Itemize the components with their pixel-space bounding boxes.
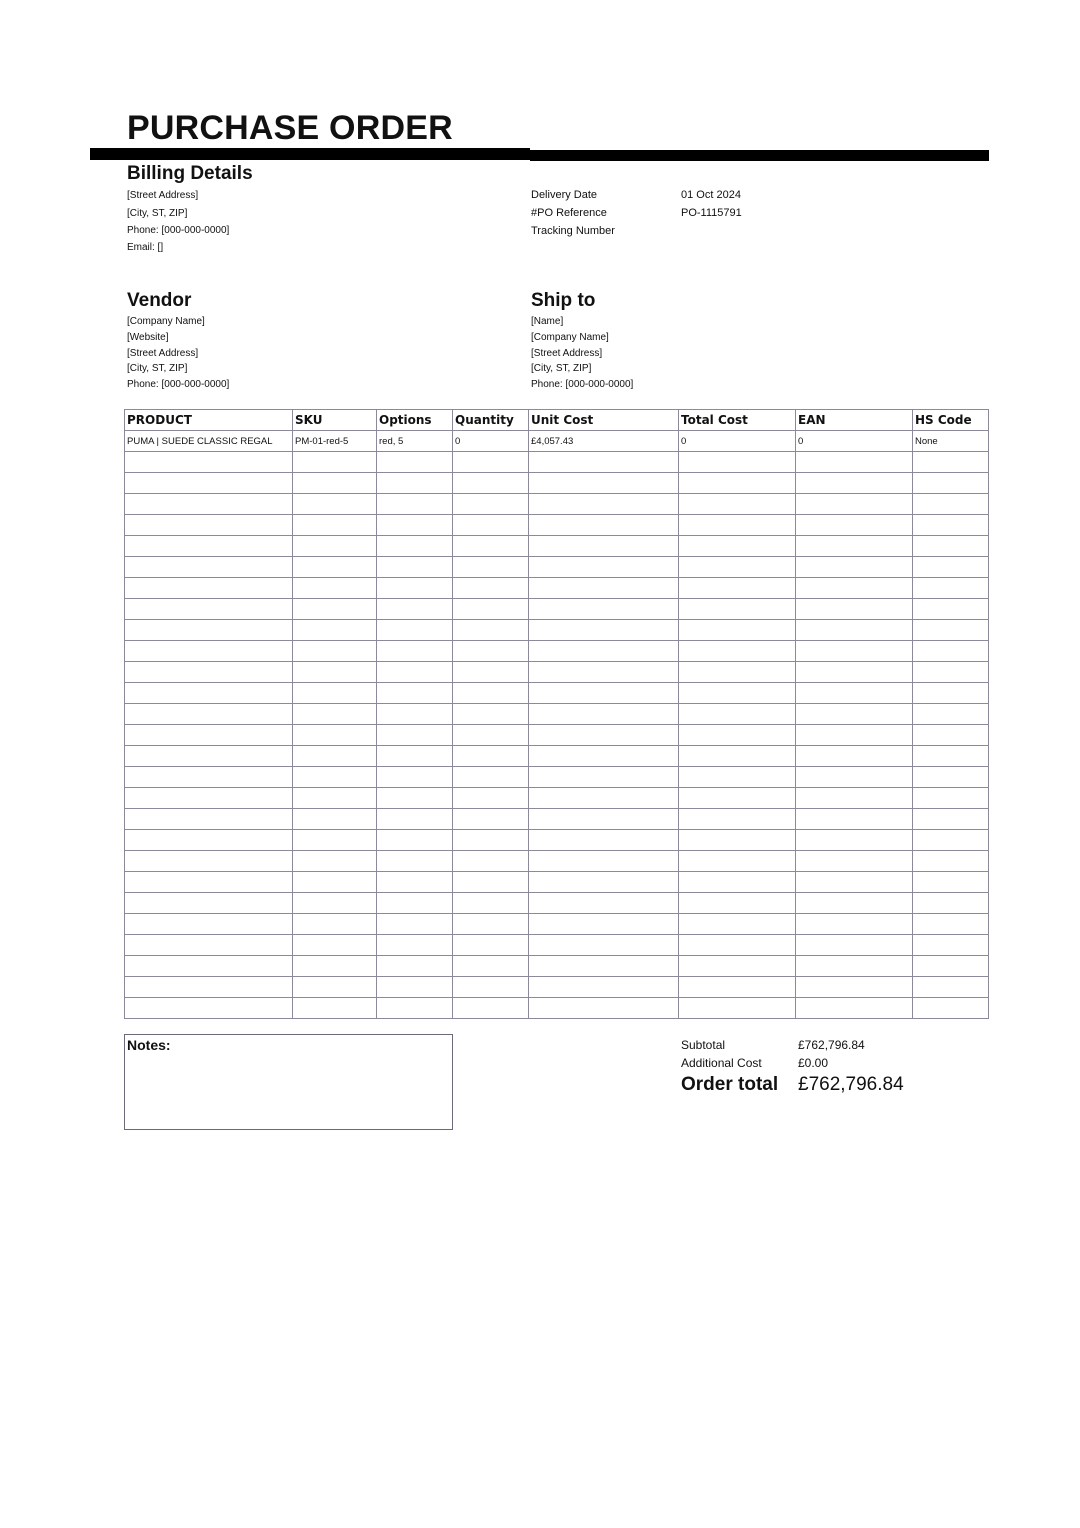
cell-quantity (453, 893, 529, 914)
cell-hs-code (913, 599, 989, 620)
subtotal-label: Subtotal (681, 1038, 726, 1052)
cell-sku (293, 935, 377, 956)
cell-quantity (453, 935, 529, 956)
table-row (125, 830, 989, 851)
cell-ean (796, 641, 913, 662)
cell-sku (293, 851, 377, 872)
cell-product (125, 473, 293, 494)
cell-options (377, 746, 453, 767)
table-row (125, 599, 989, 620)
cell-unit-cost (529, 977, 679, 998)
cell-total-cost (679, 494, 796, 515)
delivery-date-label: Delivery Date (531, 189, 598, 201)
cell-quantity (453, 515, 529, 536)
cell-quantity (453, 620, 529, 641)
cell-quantity (453, 977, 529, 998)
cell-hs-code (913, 557, 989, 578)
cell-quantity (453, 452, 529, 473)
cell-sku (293, 662, 377, 683)
cell-hs-code (913, 935, 989, 956)
cell-total-cost (679, 809, 796, 830)
cell-unit-cost (529, 704, 679, 725)
cell-hs-code (913, 809, 989, 830)
billing-heading: Billing Details (127, 163, 253, 184)
cell-total-cost (679, 641, 796, 662)
cell-product (125, 599, 293, 620)
cell-hs-code (913, 704, 989, 725)
cell-options (377, 683, 453, 704)
cell-unit-cost (529, 914, 679, 935)
col-header-sku: SKU (293, 410, 377, 431)
cell-unit-cost (529, 557, 679, 578)
table-row (125, 452, 989, 473)
cell-product (125, 746, 293, 767)
col-header-hs-code: HS Code (913, 410, 989, 431)
table-row (125, 746, 989, 767)
cell-options (377, 704, 453, 725)
cell-total-cost: 0 (679, 431, 796, 452)
cell-unit-cost (529, 935, 679, 956)
cell-unit-cost (529, 767, 679, 788)
vendor-phone: Phone: [000-000-0000] (127, 379, 230, 390)
cell-quantity (453, 536, 529, 557)
cell-unit-cost (529, 788, 679, 809)
cell-hs-code (913, 746, 989, 767)
cell-total-cost (679, 725, 796, 746)
cell-sku (293, 872, 377, 893)
cell-options (377, 515, 453, 536)
cell-product (125, 935, 293, 956)
cell-ean (796, 725, 913, 746)
table-row (125, 977, 989, 998)
cell-product (125, 998, 293, 1019)
tracking-number-label: Tracking Number (531, 225, 615, 237)
table-header-row (125, 410, 989, 431)
col-header-total-cost: Total Cost (679, 410, 796, 431)
cell-options (377, 935, 453, 956)
cell-ean (796, 599, 913, 620)
cell-options (377, 620, 453, 641)
cell-options (377, 494, 453, 515)
cell-ean (796, 767, 913, 788)
cell-hs-code (913, 998, 989, 1019)
cell-unit-cost (529, 809, 679, 830)
cell-total-cost (679, 977, 796, 998)
col-header-product: PRODUCT (125, 410, 293, 431)
vendor-street: [Street Address] (127, 348, 199, 359)
table-row (125, 557, 989, 578)
cell-sku (293, 830, 377, 851)
cell-hs-code (913, 893, 989, 914)
cell-options (377, 830, 453, 851)
cell-ean (796, 788, 913, 809)
cell-total-cost (679, 893, 796, 914)
cell-product (125, 641, 293, 662)
vendor-company: [Company Name] (127, 316, 205, 327)
cell-product (125, 536, 293, 557)
table-row (125, 935, 989, 956)
table-row (125, 872, 989, 893)
cell-options (377, 557, 453, 578)
cell-hs-code (913, 473, 989, 494)
cell-total-cost (679, 620, 796, 641)
cell-total-cost (679, 578, 796, 599)
col-header-ean: EAN (796, 410, 913, 431)
page-title: PURCHASE ORDER (127, 109, 453, 147)
header-divider-right (530, 150, 989, 161)
cell-ean (796, 977, 913, 998)
cell-unit-cost (529, 662, 679, 683)
billing-email: Email: [] (127, 242, 164, 253)
cell-unit-cost (529, 872, 679, 893)
ship-to-city: [City, ST, ZIP] (531, 363, 592, 374)
cell-quantity (453, 494, 529, 515)
vendor-website: [Website] (127, 332, 169, 343)
cell-sku (293, 515, 377, 536)
cell-hs-code (913, 725, 989, 746)
cell-ean (796, 662, 913, 683)
cell-quantity (453, 599, 529, 620)
table-row (125, 473, 989, 494)
cell-sku (293, 725, 377, 746)
cell-hs-code (913, 494, 989, 515)
cell-quantity (453, 662, 529, 683)
delivery-date-value: 01 Oct 2024 (681, 189, 741, 201)
cell-sku (293, 809, 377, 830)
cell-quantity (453, 557, 529, 578)
table-row (125, 494, 989, 515)
cell-product (125, 557, 293, 578)
billing-city: [City, ST, ZIP] (127, 208, 188, 219)
cell-product (125, 725, 293, 746)
cell-options (377, 872, 453, 893)
ship-to-street: [Street Address] (531, 348, 603, 359)
cell-unit-cost (529, 494, 679, 515)
cell-quantity (453, 641, 529, 662)
cell-sku (293, 788, 377, 809)
additional-cost-value: £0.00 (798, 1056, 829, 1070)
cell-quantity (453, 473, 529, 494)
cell-ean (796, 893, 913, 914)
cell-sku (293, 536, 377, 557)
cell-total-cost (679, 935, 796, 956)
cell-ean (796, 998, 913, 1019)
cell-options (377, 809, 453, 830)
billing-phone: Phone: [000-000-0000] (127, 225, 230, 236)
cell-quantity: 0 (453, 431, 529, 452)
cell-unit-cost (529, 578, 679, 599)
cell-options (377, 914, 453, 935)
table-row (125, 620, 989, 641)
cell-total-cost (679, 788, 796, 809)
cell-total-cost (679, 683, 796, 704)
cell-ean (796, 473, 913, 494)
cell-ean (796, 914, 913, 935)
cell-options (377, 956, 453, 977)
cell-product: PUMA | SUEDE CLASSIC REGAL (125, 431, 293, 452)
cell-ean (796, 746, 913, 767)
cell-sku (293, 473, 377, 494)
ship-to-phone: Phone: [000-000-0000] (531, 379, 634, 390)
cell-hs-code (913, 515, 989, 536)
cell-product (125, 893, 293, 914)
cell-hs-code (913, 767, 989, 788)
cell-product (125, 683, 293, 704)
cell-ean (796, 557, 913, 578)
cell-quantity (453, 956, 529, 977)
cell-hs-code (913, 452, 989, 473)
vendor-heading: Vendor (127, 290, 192, 311)
cell-options (377, 452, 453, 473)
cell-options (377, 578, 453, 599)
cell-ean (796, 872, 913, 893)
vendor-city: [City, ST, ZIP] (127, 363, 188, 374)
cell-product (125, 830, 293, 851)
cell-hs-code (913, 662, 989, 683)
cell-quantity (453, 830, 529, 851)
additional-cost-label: Additional Cost (681, 1056, 762, 1070)
cell-options (377, 473, 453, 494)
cell-options (377, 536, 453, 557)
cell-ean (796, 809, 913, 830)
cell-options (377, 662, 453, 683)
cell-ean: 0 (796, 431, 913, 452)
cell-unit-cost (529, 620, 679, 641)
cell-total-cost (679, 515, 796, 536)
cell-unit-cost (529, 641, 679, 662)
cell-ean (796, 515, 913, 536)
cell-product (125, 662, 293, 683)
cell-product (125, 914, 293, 935)
cell-sku (293, 704, 377, 725)
col-header-unit-cost: Unit Cost (529, 410, 679, 431)
table-row (125, 809, 989, 830)
cell-sku (293, 578, 377, 599)
cell-options (377, 788, 453, 809)
cell-total-cost (679, 746, 796, 767)
cell-options (377, 998, 453, 1019)
cell-sku (293, 599, 377, 620)
cell-sku (293, 767, 377, 788)
cell-hs-code (913, 536, 989, 557)
cell-ean (796, 704, 913, 725)
ship-to-heading: Ship to (531, 290, 596, 311)
cell-total-cost (679, 536, 796, 557)
header-divider (90, 148, 530, 160)
cell-unit-cost (529, 893, 679, 914)
cell-product (125, 494, 293, 515)
table-row (125, 998, 989, 1019)
cell-total-cost (679, 998, 796, 1019)
cell-ean (796, 683, 913, 704)
cell-product (125, 851, 293, 872)
cell-quantity (453, 809, 529, 830)
cell-options (377, 893, 453, 914)
cell-product (125, 977, 293, 998)
cell-unit-cost (529, 536, 679, 557)
cell-product (125, 788, 293, 809)
cell-quantity (453, 914, 529, 935)
cell-sku (293, 956, 377, 977)
col-header-quantity: Quantity (453, 410, 529, 431)
cell-options (377, 725, 453, 746)
cell-options (377, 641, 453, 662)
cell-sku (293, 494, 377, 515)
order-total-label: Order total (681, 1074, 779, 1095)
cell-product (125, 956, 293, 977)
cell-options (377, 977, 453, 998)
cell-hs-code (913, 872, 989, 893)
notes-label: Notes: (127, 1037, 171, 1053)
cell-unit-cost (529, 830, 679, 851)
cell-hs-code (913, 788, 989, 809)
cell-total-cost (679, 914, 796, 935)
cell-sku (293, 620, 377, 641)
cell-product (125, 515, 293, 536)
cell-unit-cost (529, 956, 679, 977)
table-row (125, 662, 989, 683)
cell-total-cost (679, 704, 796, 725)
cell-sku (293, 746, 377, 767)
cell-total-cost (679, 557, 796, 578)
cell-quantity (453, 872, 529, 893)
cell-sku (293, 557, 377, 578)
cell-unit-cost (529, 725, 679, 746)
cell-unit-cost (529, 998, 679, 1019)
cell-total-cost (679, 599, 796, 620)
cell-hs-code (913, 851, 989, 872)
table-row (125, 767, 989, 788)
cell-options: red, 5 (377, 431, 453, 452)
cell-unit-cost (529, 599, 679, 620)
cell-sku (293, 914, 377, 935)
cell-sku (293, 893, 377, 914)
cell-unit-cost: £4,057.43 (529, 431, 679, 452)
notes-box[interactable] (124, 1034, 453, 1130)
cell-total-cost (679, 662, 796, 683)
cell-quantity (453, 683, 529, 704)
cell-unit-cost (529, 473, 679, 494)
cell-sku (293, 452, 377, 473)
billing-street: [Street Address] (127, 190, 199, 201)
table-row (125, 578, 989, 599)
table-row (125, 536, 989, 557)
cell-ean (796, 935, 913, 956)
cell-quantity (453, 725, 529, 746)
cell-hs-code (913, 977, 989, 998)
cell-hs-code (913, 956, 989, 977)
cell-ean (796, 956, 913, 977)
cell-product (125, 704, 293, 725)
cell-options (377, 767, 453, 788)
col-header-options: Options (377, 410, 453, 431)
cell-product (125, 620, 293, 641)
cell-ean (796, 830, 913, 851)
cell-product (125, 452, 293, 473)
cell-product (125, 578, 293, 599)
cell-unit-cost (529, 683, 679, 704)
cell-hs-code (913, 641, 989, 662)
cell-total-cost (679, 452, 796, 473)
line-items-table (124, 409, 989, 1019)
po-reference-value: PO-1115791 (681, 207, 742, 219)
cell-quantity (453, 704, 529, 725)
cell-ean (796, 578, 913, 599)
cell-total-cost (679, 830, 796, 851)
table-row (125, 788, 989, 809)
cell-hs-code (913, 830, 989, 851)
cell-sku (293, 977, 377, 998)
cell-sku (293, 683, 377, 704)
cell-product (125, 767, 293, 788)
cell-sku (293, 641, 377, 662)
cell-quantity (453, 578, 529, 599)
cell-hs-code (913, 914, 989, 935)
table-row (125, 515, 989, 536)
table-row (125, 704, 989, 725)
cell-product (125, 809, 293, 830)
cell-total-cost (679, 872, 796, 893)
cell-unit-cost (529, 515, 679, 536)
cell-hs-code (913, 578, 989, 599)
cell-options (377, 851, 453, 872)
subtotal-value: £762,796.84 (798, 1038, 865, 1052)
cell-quantity (453, 746, 529, 767)
cell-sku: PM-01-red-5 (293, 431, 377, 452)
cell-product (125, 872, 293, 893)
cell-total-cost (679, 473, 796, 494)
table-row (125, 725, 989, 746)
cell-unit-cost (529, 452, 679, 473)
table-row (125, 893, 989, 914)
table-row (125, 641, 989, 662)
cell-quantity (453, 788, 529, 809)
table-row (125, 914, 989, 935)
cell-quantity (453, 998, 529, 1019)
table-row (125, 683, 989, 704)
po-reference-label: #PO Reference (531, 207, 607, 219)
cell-ean (796, 494, 913, 515)
cell-total-cost (679, 851, 796, 872)
cell-sku (293, 998, 377, 1019)
cell-hs-code (913, 683, 989, 704)
cell-ean (796, 851, 913, 872)
table-row (125, 431, 989, 452)
cell-ean (796, 536, 913, 557)
cell-ean (796, 452, 913, 473)
table-row (125, 851, 989, 872)
cell-unit-cost (529, 746, 679, 767)
cell-ean (796, 620, 913, 641)
cell-quantity (453, 767, 529, 788)
ship-to-company: [Company Name] (531, 332, 609, 343)
order-total-value: £762,796.84 (798, 1074, 904, 1095)
ship-to-name: [Name] (531, 316, 564, 327)
cell-quantity (453, 851, 529, 872)
cell-total-cost (679, 767, 796, 788)
cell-unit-cost (529, 851, 679, 872)
cell-hs-code (913, 620, 989, 641)
cell-options (377, 599, 453, 620)
table-row (125, 956, 989, 977)
cell-total-cost (679, 956, 796, 977)
cell-hs-code: None (913, 431, 989, 452)
